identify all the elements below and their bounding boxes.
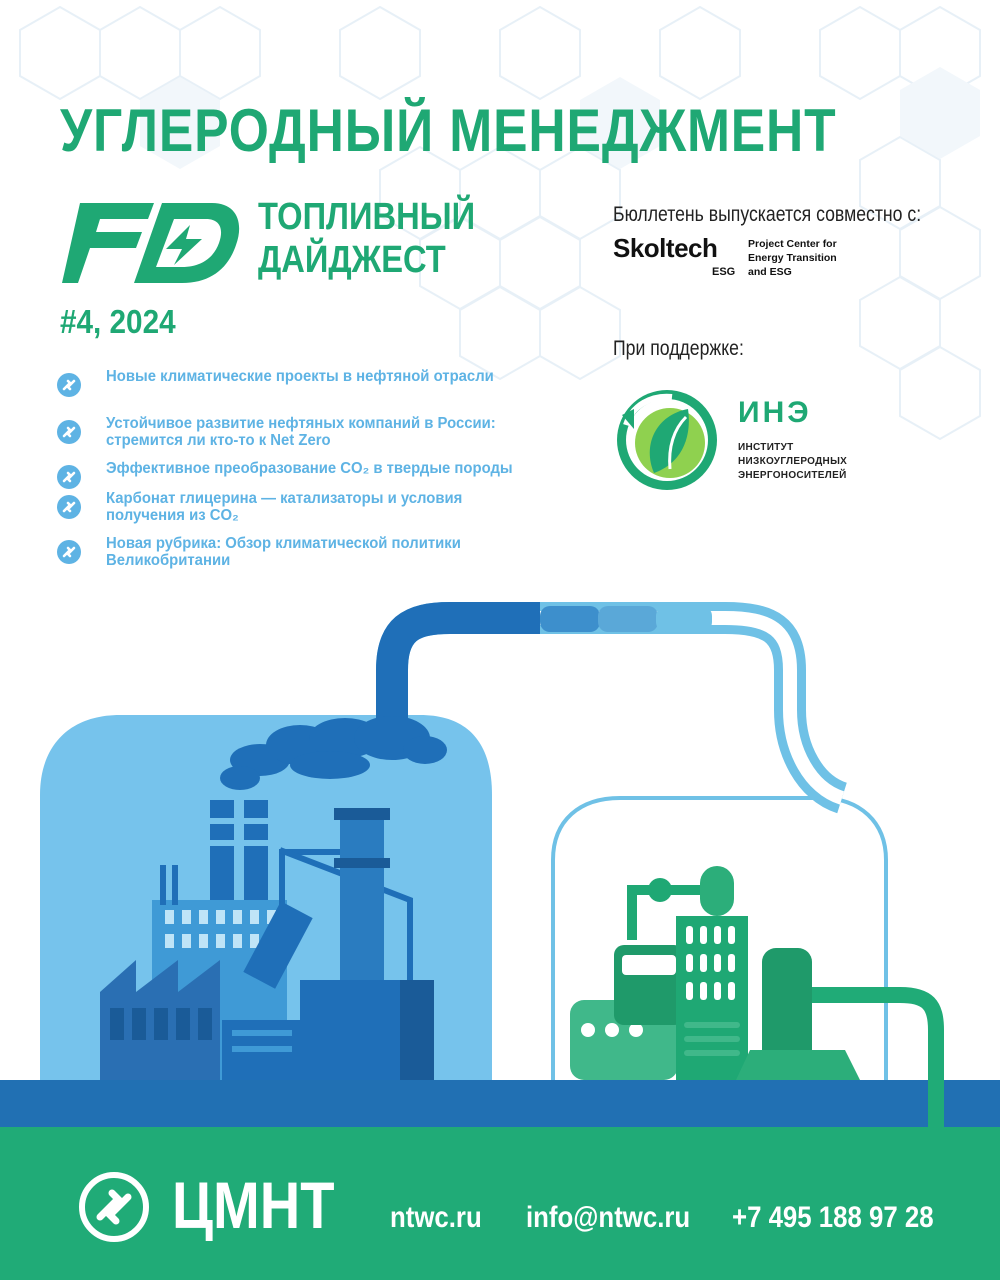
ine-abbreviation: ИНЭ bbox=[738, 396, 812, 429]
footer-bar bbox=[0, 1127, 1000, 1280]
list-item bbox=[56, 415, 556, 460]
skoltech-esg: ESG bbox=[712, 266, 736, 278]
leaf-cycle-icon bbox=[612, 385, 722, 495]
footer-email-link[interactable]: info@ntwc.ru bbox=[526, 1201, 691, 1234]
footer-org-name: ЦМНТ bbox=[172, 1168, 335, 1242]
partner-label: Бюллетень выпускается совместно с: bbox=[613, 203, 922, 226]
project-center-line2: Energy Transition bbox=[748, 252, 837, 264]
ntwc-bullet-icon bbox=[56, 372, 82, 398]
ine-line1: ИНСТИТУТ bbox=[738, 442, 794, 453]
ntwc-logo-icon bbox=[78, 1171, 150, 1243]
topic-text: Новые климатические проекты в нефтяной отрасли bbox=[106, 368, 494, 385]
project-center-line1: Project Center for bbox=[748, 238, 837, 250]
ntwc-bullet-icon bbox=[56, 464, 82, 490]
topic-text: Устойчивое развитие нефтяных компаний в России: стремится ли кто-то к Net Zero bbox=[106, 415, 496, 449]
ine-line3: ЭНЕРГОНОСИТЕЛЕЙ bbox=[738, 470, 847, 481]
topic-text: Новая рубрика: Обзор климатической политики Великобритании bbox=[106, 535, 461, 569]
list-item bbox=[56, 368, 556, 415]
digest-name-line1: ТОПЛИВНЫЙ bbox=[258, 196, 476, 238]
topics-list bbox=[56, 368, 556, 569]
topic-text: Эффективное преобразование CO₂ в твердые породы bbox=[106, 460, 513, 477]
digest-name-line2: ДАЙДЖЕСТ bbox=[258, 239, 446, 281]
ine-full-name bbox=[738, 441, 847, 483]
footer-phone[interactable]: +7 495 188 97 28 bbox=[732, 1201, 934, 1234]
footer-website-link[interactable]: ntwc.ru bbox=[390, 1201, 482, 1234]
ntwc-bullet-icon bbox=[56, 419, 82, 445]
ine-line2: НИЗКОУГЛЕРОДНЫХ bbox=[738, 456, 848, 467]
ntwc-bullet-icon bbox=[56, 494, 82, 520]
industry-illustration bbox=[0, 560, 1000, 1127]
project-center-line3: and ESG bbox=[748, 266, 792, 278]
fd-logo-icon bbox=[62, 203, 242, 283]
topic-text: Карбонат глицерина — катализаторы и условия получения из CO₂ bbox=[106, 490, 463, 524]
support-label: При поддержке: bbox=[613, 337, 744, 360]
bulletin-title: УГЛЕРОДНЫЙ МЕНЕДЖМЕНТ bbox=[60, 97, 837, 164]
digest-name bbox=[258, 196, 475, 282]
project-center bbox=[748, 237, 837, 279]
list-item bbox=[56, 490, 556, 535]
issue-number: #4, 2024 bbox=[60, 303, 176, 340]
list-item bbox=[56, 460, 556, 490]
skoltech-logo-text: Skoltech bbox=[613, 233, 718, 263]
